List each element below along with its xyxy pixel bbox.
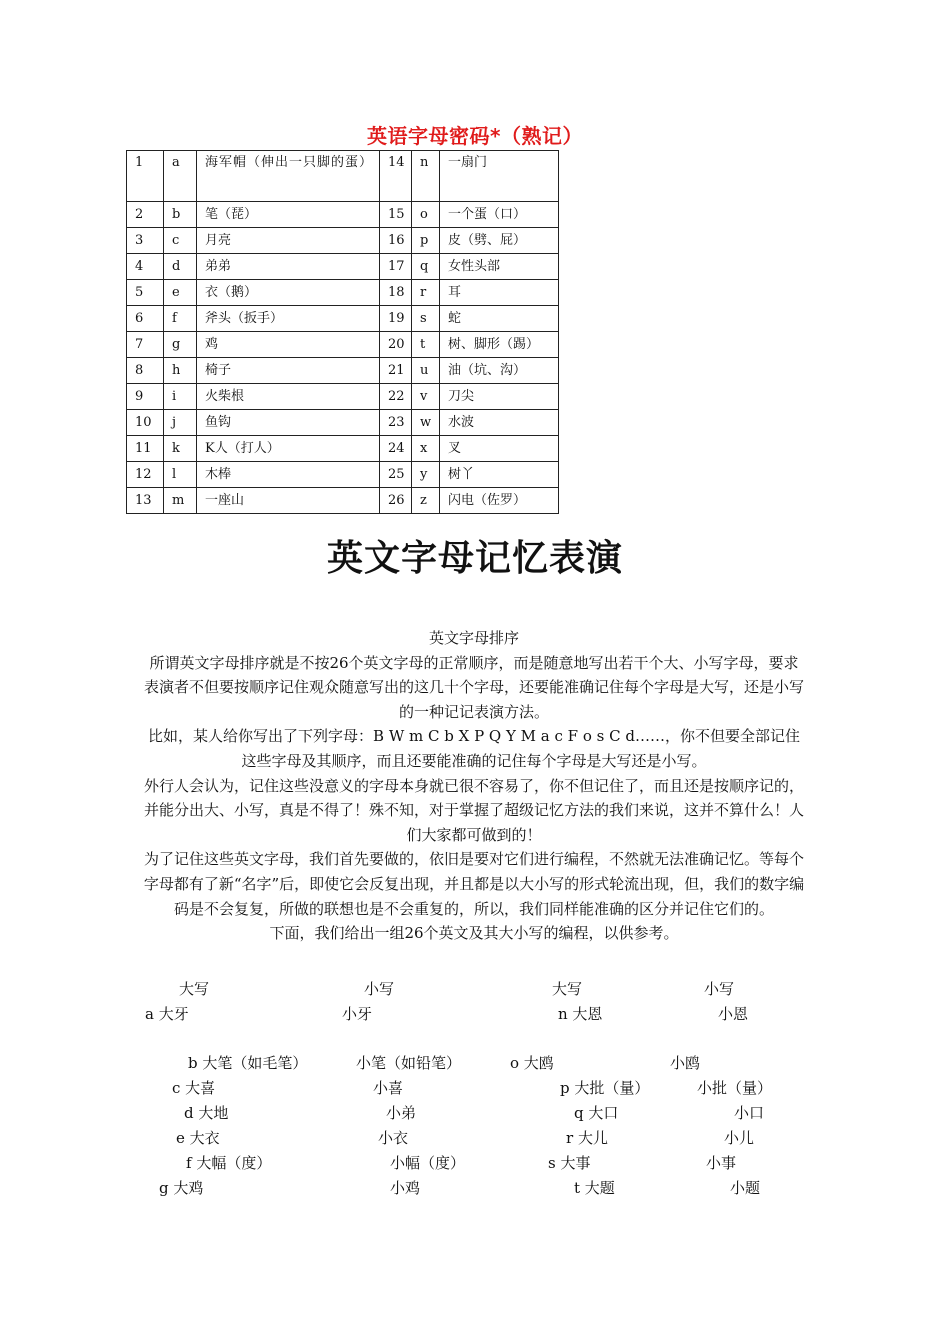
letter-cell: m [164, 488, 197, 514]
meaning-cell: 一座山 [197, 488, 380, 514]
number-cell: 23 [380, 410, 412, 436]
letter-cell: c [164, 228, 197, 254]
col-header-lower: 小写 [704, 980, 735, 998]
code-upper: s 大事 [548, 1154, 591, 1172]
meaning-cell: 叉 [440, 436, 559, 462]
code-lower: 小恩 [718, 1005, 749, 1023]
code-upper: d 大地 [184, 1104, 229, 1122]
letter-cell: j [164, 410, 197, 436]
meaning-cell: 斧头（扳手） [197, 306, 380, 332]
meaning-cell: 火柴根 [197, 384, 380, 410]
code-upper: a 大牙 [145, 1005, 189, 1023]
letter-cell: w [412, 410, 440, 436]
letter-cell: e [164, 280, 197, 306]
code-upper: f 大幅（度） [186, 1154, 272, 1172]
number-cell: 15 [380, 202, 412, 228]
meaning-cell: 刀尖 [440, 384, 559, 410]
number-cell: 14 [380, 151, 412, 202]
col-header-upper: 大写 [552, 980, 583, 998]
meaning-cell: 女性头部 [440, 254, 559, 280]
letter-cell: h [164, 358, 197, 384]
number-cell: 6 [127, 306, 164, 332]
number-cell: 11 [127, 436, 164, 462]
code-lower: 小口 [734, 1104, 765, 1122]
letter-cell: r [412, 280, 440, 306]
letter-cell: p [412, 228, 440, 254]
code-lower: 小幅（度） [390, 1154, 466, 1172]
number-cell: 21 [380, 358, 412, 384]
letter-cell: i [164, 384, 197, 410]
article-paragraph: 比如，某人给你写出了下列字母：B W m C b X P Q Y M a c F o s C d……，你不但要全部记住这些字母及其顺序，而且还要能准确的记住每个字母是大写还是小写。 [148, 727, 800, 770]
letter-cell: s [412, 306, 440, 332]
number-cell: 7 [127, 332, 164, 358]
code-lower: 小笔（如铅笔） [356, 1054, 462, 1072]
number-cell: 10 [127, 410, 164, 436]
letter-cell: o [412, 202, 440, 228]
meaning-cell: 椅子 [197, 358, 380, 384]
article-paragraph: 下面，我们给出一组26个英文及其大小写的编程，以供参考。 [269, 924, 679, 943]
meaning-cell: 一扇门 [440, 151, 559, 202]
code-lower: 小牙 [342, 1005, 373, 1023]
code-lower: 小弟 [386, 1104, 417, 1122]
letter-cell: a [164, 151, 197, 202]
meaning-cell: 皮（劈、屁） [440, 228, 559, 254]
letter-cell: l [164, 462, 197, 488]
meaning-cell: 耳 [440, 280, 559, 306]
code-lower: 小题 [730, 1179, 761, 1197]
page-title: 英语字母密码*（熟记） [367, 124, 583, 148]
code-lower: 小事 [706, 1154, 737, 1172]
meaning-cell: 闪电（佐罗） [440, 488, 559, 514]
number-cell: 16 [380, 228, 412, 254]
number-cell: 26 [380, 488, 412, 514]
col-header-upper: 大写 [179, 980, 210, 998]
number-cell: 13 [127, 488, 164, 514]
letter-cell: x [412, 436, 440, 462]
article-subheading: 英文字母排序 [428, 629, 519, 647]
letter-cell: f [164, 306, 197, 332]
meaning-cell: 月亮 [197, 228, 380, 254]
number-cell: 24 [380, 436, 412, 462]
letter-cell: u [412, 358, 440, 384]
number-cell: 20 [380, 332, 412, 358]
letter-cell: n [412, 151, 440, 202]
code-upper: r 大儿 [566, 1129, 608, 1147]
number-cell: 25 [380, 462, 412, 488]
number-cell: 1 [127, 151, 164, 202]
letter-cell: b [164, 202, 197, 228]
code-upper: e 大衣 [176, 1129, 220, 1147]
letter-cell: t [412, 332, 440, 358]
code-upper: g 大鸡 [159, 1179, 204, 1197]
letter-cell: v [412, 384, 440, 410]
number-cell: 17 [380, 254, 412, 280]
letter-cell: k [164, 436, 197, 462]
number-cell: 5 [127, 280, 164, 306]
meaning-cell: 鱼钩 [197, 410, 380, 436]
meaning-cell: 木棒 [197, 462, 380, 488]
code-upper: t 大题 [574, 1179, 615, 1197]
code-upper: p 大批（量） [560, 1079, 650, 1097]
col-header-lower: 小写 [364, 980, 395, 998]
meaning-cell: 衣（鹅） [197, 280, 380, 306]
letter-cell: z [412, 488, 440, 514]
meaning-cell: 树丫 [440, 462, 559, 488]
letter-cell: q [412, 254, 440, 280]
meaning-cell: 树、脚形（踢） [440, 332, 559, 358]
letter-cell: y [412, 462, 440, 488]
number-cell: 3 [127, 228, 164, 254]
number-cell: 9 [127, 384, 164, 410]
section-title: 英文字母记忆表演 [326, 537, 623, 579]
code-lower: 小喜 [373, 1079, 404, 1097]
meaning-cell: 水波 [440, 410, 559, 436]
code-upper: c 大喜 [172, 1079, 216, 1097]
meaning-cell: K人（打人） [197, 436, 380, 462]
letter-cell: d [164, 254, 197, 280]
number-cell: 2 [127, 202, 164, 228]
code-lower: 小鸥 [670, 1054, 701, 1072]
code-lower: 小儿 [724, 1129, 755, 1147]
number-cell: 18 [380, 280, 412, 306]
meaning-cell: 海军帽（伸出一只脚的蛋） [197, 151, 380, 202]
letter-cell: g [164, 332, 197, 358]
meaning-cell: 蛇 [440, 306, 559, 332]
code-lower: 小批（量） [697, 1079, 773, 1097]
number-cell: 19 [380, 306, 412, 332]
number-cell: 12 [127, 462, 164, 488]
article-paragraph: 为了记住这些英文字母，我们首先要做的，依旧是要对它们进行编程，不然就无法准确记忆。等每个字母都有了新“名字”后，即使它会反复出现，并且都是以大小写的形式轮流出现，但，我们的数字编码是不会复复，所做的联想也是不会重复的，所以，我们同样能准确的区分并记住它们的。 [143, 850, 805, 918]
article-paragraph: 外行人会认为，记住这些没意义的字母本身就已很不容易了，你不但记住了，而且还是按顺序记的，并能分出大、小写，真是不得了！殊不知，对于掌握了超级记忆方法的我们来说，这并不算什么！人们大家都可做到的！ [143, 776, 804, 844]
code-upper: q 大口 [574, 1104, 619, 1122]
code-lower: 小鸡 [390, 1179, 421, 1197]
number-cell: 8 [127, 358, 164, 384]
meaning-cell: 油（坑、沟） [440, 358, 559, 384]
code-upper: b 大笔（如毛笔） [188, 1054, 308, 1072]
number-cell: 22 [380, 384, 412, 410]
number-cell: 4 [127, 254, 164, 280]
meaning-cell: 笔（琵） [197, 202, 380, 228]
code-upper: o 大鸥 [510, 1054, 554, 1072]
article-paragraph: 所谓英文字母排序就是不按26个英文字母的正常顺序，而是随意地写出若干个大、小写字母，要求表演者不但要按顺序记住观众随意写出的这几十个字母，还要能准确记住每个字母是大写，还是小写的一种记记表演方法。 [143, 653, 804, 721]
meaning-cell: 弟弟 [197, 254, 380, 280]
meaning-cell: 一个蛋（口） [440, 202, 559, 228]
meaning-cell: 鸡 [197, 332, 380, 358]
code-upper: n 大恩 [558, 1005, 603, 1023]
code-lower: 小衣 [378, 1129, 409, 1147]
